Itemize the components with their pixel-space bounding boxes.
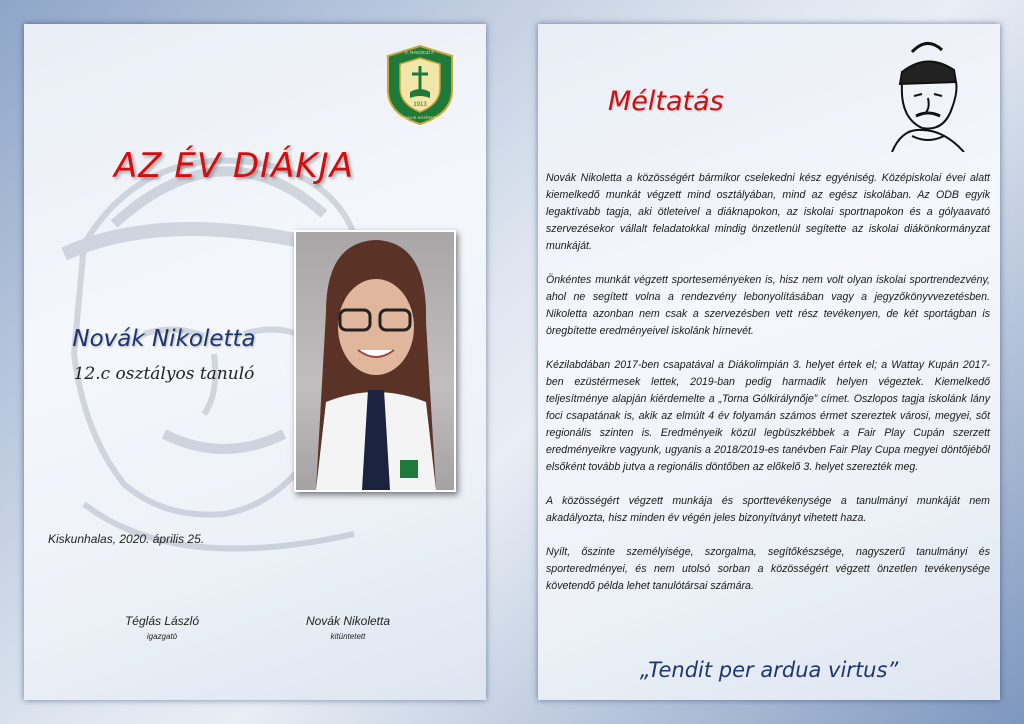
tribute-paragraph: A közösségért végzett munkája és sporttevékenysége a tanulmányi munkáját nem akadályozta, hisz minden év végén jeles bizonyítványt vihetett haza. xyxy=(546,495,990,524)
signature-awardee xyxy=(288,614,408,641)
signature-role: igazgató xyxy=(146,632,178,641)
svg-text:KATOLIKUS KÖZÉPISKOLA: KATOLIKUS KÖZÉPISKOLA xyxy=(394,115,446,120)
student-class: 12.c osztályos tanuló xyxy=(73,364,255,384)
student-photo xyxy=(294,230,456,492)
tribute-paragraph: Novák Nikoletta a közösségért bármikor cselekedni kész egyéniség. Középiskolai évei alatt kiemelkedő munkát végzett mind osztályában, mind az egész iskolában. Az ODB egyik legaktívabb tagja, aki ötleteivel a diáknapokon, az iskolai sportnapokon és a gólyaavató szervezésekor vállalt feladatokkal mindig önzetlenül segítette az iskolai diákönkormányzat munkáját. xyxy=(546,172,990,252)
tribute-paragraph: Nyílt, őszinte személyisége, szorgalma, segítőkészsége, nagyszerű tanulmányi és sporteredményei, és nem utolsó sorban a közösségért végzett önzetlen tevékenysége követendő példa lehet tanulótársai számára. xyxy=(546,546,990,592)
tribute-title: Méltatás xyxy=(608,86,724,117)
student-name: Novák Nikoletta xyxy=(72,326,256,352)
award-title: AZ ÉV DIÁKJA xyxy=(114,146,354,186)
school-motto: „Tendit per ardua virtus” xyxy=(639,658,899,682)
tribute-text xyxy=(546,170,990,612)
rakoczi-portrait-sketch xyxy=(872,32,982,152)
tribute-paragraph: Önkéntes munkát végzett sporteseményeken is, hisz nem volt olyan iskolai sportrendezvény, ahol ne segített volna a rendezvény lebonyolításában vagy a jegyzőkönyvvezetésben. Nikoletta azonban nem csak a szervezésben vett rész tevékenyen, de két sportágban is öregbítette eredményeivel iskolánk hírnevét. xyxy=(546,274,990,337)
date-place: Kiskunhalas, 2020. április 25. xyxy=(48,532,205,546)
school-emblem-logo xyxy=(384,44,456,126)
signature-name: Téglás László xyxy=(124,614,200,628)
svg-text:1913: 1913 xyxy=(413,102,427,108)
student-photo-image xyxy=(296,232,454,490)
tribute-paragraph: Kézilabdában 2017-ben csapatával a Diákolimpián 3. helyet értek el; a Wattay Kupán 2017-ben ezüstérmesek lettek, 2019-ban pedig harmadik helyen végeztek. Kiemelkedő teljesítménye alapján kiérdemelte a „Torna Gólkirálynője” címet. Oszlopos tagja iskolánk lány foci csapatának is, akik az elmúlt 4 év folyamán számos érmet szereztek városi, megyei, sőt regionális szinten is. Eredményeik közül legbüszkébbek a Fair Play Cupán szerzett eredményeikre vagyunk, ugyanis a 2018/2019-es tanévben Fair Play Cupa megyei döntőjéből elsőként tovább jutva a regionális döntőben az előkelő 3. helyet szerezték meg. xyxy=(546,359,990,473)
signature-principal xyxy=(102,614,222,641)
signature-name: Novák Nikoletta xyxy=(305,614,391,628)
left-page xyxy=(24,24,486,700)
right-page xyxy=(538,24,1000,700)
svg-text:II. RÁKÓCZI F.: II. RÁKÓCZI F. xyxy=(405,50,435,55)
signature-role: kitüntetett xyxy=(330,632,366,641)
